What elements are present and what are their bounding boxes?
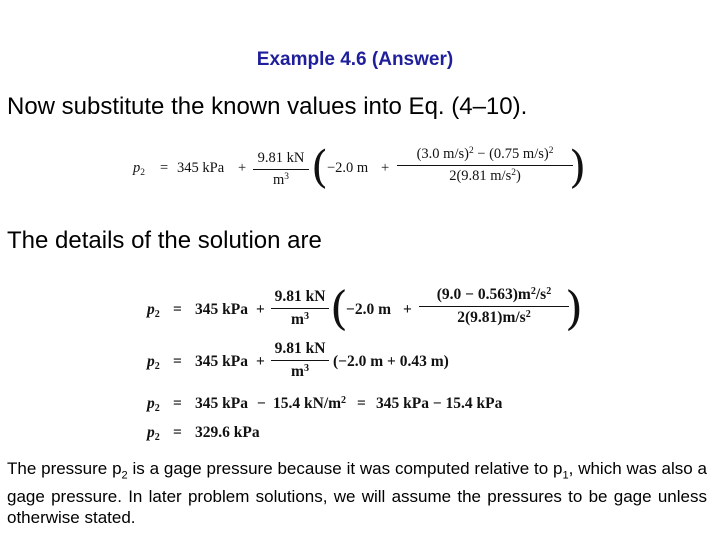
eq2-line1-plus1: + [256,301,265,318]
paragraph-part2: is a gage pressure because it was computed relative to p [127,459,563,478]
eq2-line3-p1: 345 kPa [195,395,248,412]
eq2-line2-plus1: + [256,353,265,370]
eq2-line1-close-paren: ) [565,281,583,335]
eq1-plus2: + [381,160,390,176]
eq2-line2-lhs: $p_2$ [147,353,160,372]
eq1-p1: 345 kPa [177,160,225,176]
intro-text: Now substitute the known values into Eq. (4–10). [7,93,528,120]
eq2-line1-term-z: −2.0 m [346,301,391,318]
eq1-plus1: + [238,160,247,176]
eq1-open-paren: ( [311,142,329,193]
equation-solution-steps [147,282,587,442]
details-text: The details of the solution are [7,227,322,254]
eq1-equals: = [160,160,169,176]
eq2-line3-equals: = [173,395,182,412]
slide-title: Example 4.6 (Answer) [256,49,454,70]
equation-substitution [133,142,593,196]
eq2-line3-rhs: 345 kPa − 15.4 kPa [376,395,503,412]
paragraph-sub1: 2 [121,469,128,482]
eq1-lhs: $p_2$ [133,160,145,178]
eq2-line2-frac-unit-weight: 9.81 kN $m^3$ [271,340,329,381]
eq2-line2-equals: = [173,353,182,370]
eq2-line3-mid: 15.4 $kN/m^2$ [273,395,347,412]
eq1-term-z: −2.0 m [327,160,369,176]
paragraph-part3: , which was also a gage pressure. In later problem solutions, we will assume the pressures to be gage unless otherwise stated. [7,459,707,528]
eq2-line4-lhs: $p_2$ [147,424,160,443]
eq1-frac-unit-weight: 9.81 kN $m^3$ [253,150,309,189]
eq2-line1-frac-velocity: $(9.0 - 0.563)m^2/s^2$ $2(9.81)m/s^2$ [419,286,569,327]
eq2-line2-paren-expr: (−2.0 m + 0.43 m) [333,353,449,370]
eq2-line1-open-paren: ( [330,281,348,335]
eq1-close-paren: ) [569,142,587,193]
eq2-line3-equals2: = [357,395,366,412]
explanation-paragraph [7,458,707,528]
eq2-line1-p1: 345 kPa [195,301,248,318]
eq1-frac-velocity: (3.0 m/s)$^2$ − (0.75 m/s)$^2$ 2(9.81 $m/s^2$) [397,146,573,185]
eq2-line3-lhs: $p_2$ [147,395,160,414]
eq2-line1-lhs: $p_2$ [147,301,160,320]
eq2-line4-equals: = [173,424,182,441]
eq2-line1-frac-unit-weight: 9.81 kN $m^3$ [271,288,329,329]
paragraph-sub2: 1 [562,469,569,482]
paragraph-part1: The pressure p [7,459,122,478]
eq2-line2-p1: 345 kPa [195,353,248,370]
eq2-line1-plus2: + [403,301,412,318]
eq2-line3-minus: − [257,395,266,412]
eq2-line1-equals: = [173,301,182,318]
eq2-line4-result: 329.6 kPa [195,424,260,441]
